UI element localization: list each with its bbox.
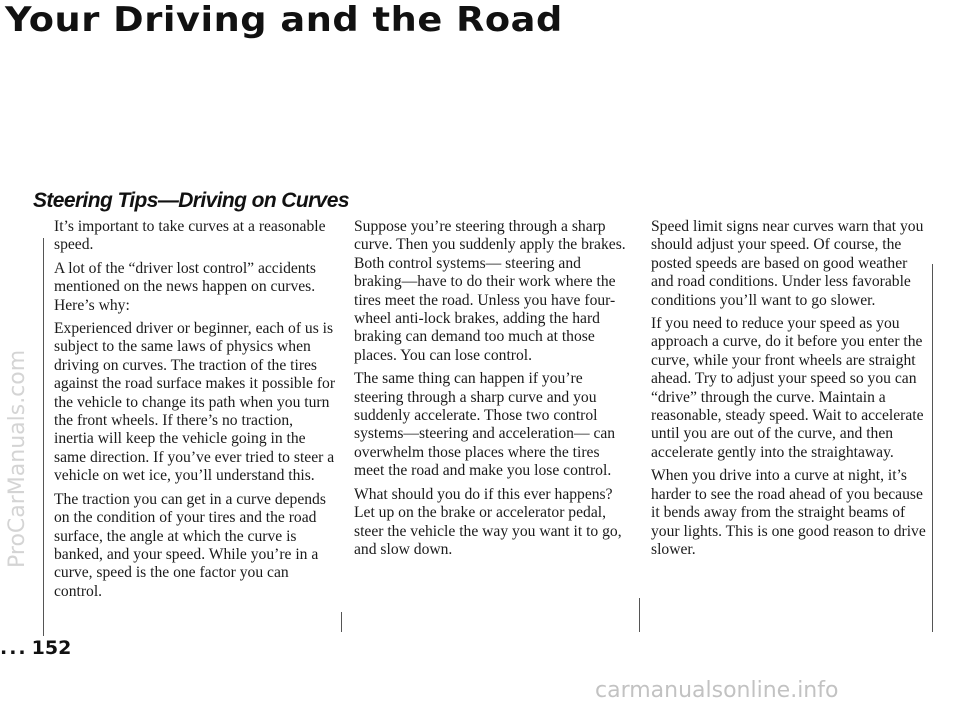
text-column-3 xyxy=(651,218,927,564)
paragraph: Suppose you’re steering through a sharp curve. Then you suddenly apply the brakes. Both control systems— steering and braking—have to do their work where the tires meet the road. Unless you have four-wheel anti-lock brakes, adding the hard braking can demand too much at those places. You can lose control. xyxy=(354,218,626,364)
paragraph: The traction you can get in a curve depends on the condition of your tires and the road surface, the angle at which the curve is banked, and your speed. While you’re in a curve, speed is the one factor you can control. xyxy=(54,490,326,600)
footer-dots: ... xyxy=(0,637,28,659)
page-title: Your Driving and the Road xyxy=(5,0,563,40)
paragraph: The same thing can happen if you’re steering through a sharp curve and you suddenly accelerate. Those two control systems—steering and acceleration— can overwhelm those places where the tires meet the road and make you lose control. xyxy=(354,370,616,480)
paragraph: It’s important to take curves at a reasonable speed. xyxy=(54,218,326,254)
paragraph: When you drive into a curve at night, it’s harder to see the road ahead of you because it bends away from the straight beams of your lights. This is one good reason to drive slower. xyxy=(651,467,926,558)
column-rule xyxy=(932,264,933,632)
column-rule xyxy=(341,612,342,632)
paragraph: What should you do if this ever happens? Let up on the brake or accelerator pedal, steer the vehicle the way you want it to go, and slow down. xyxy=(354,485,622,558)
text-column-2 xyxy=(354,218,629,564)
paragraph: Experienced driver or beginner, each of us is subject to the same laws of physics when driving on curves. The traction of the tires against the road surface makes it possible for the vehicle to change its path when you turn the front wheels. If there’s no traction, inertia will keep the vehicle going in the same direction. If you’ve ever tried to steer a vehicle on wet ice, you’ll understand this. xyxy=(54,320,336,485)
paragraph: If you need to reduce your speed as you approach a curve, do it before you enter the curve, while your front wheels are straight ahead. Try to adjust your speed so you can “drive” through the curve. Maintain a reasonable, steady speed. Wait to accelerate until you are out of the curve, and then accelerate gently into the straightaway. xyxy=(651,315,924,461)
column-rule xyxy=(639,598,640,632)
page-footer xyxy=(0,637,71,659)
side-watermark: ProCarManuals.com xyxy=(5,349,30,568)
bottom-watermark: carmanualsonline.info xyxy=(595,678,839,703)
paragraph: A lot of the “driver lost control” accidents mentioned on the news happen on curves. Here’s why: xyxy=(54,259,316,314)
text-column-1 xyxy=(54,218,336,606)
page-number: 152 xyxy=(31,637,72,659)
column-rule xyxy=(43,238,44,636)
paragraph: Speed limit signs near curves warn that you should adjust your speed. Of course, the posted speeds are based on good weather and road conditions. Under less favorable conditions you’ll want to go slower. xyxy=(651,218,924,309)
section-heading: Steering Tips—Driving on Curves xyxy=(33,189,349,212)
